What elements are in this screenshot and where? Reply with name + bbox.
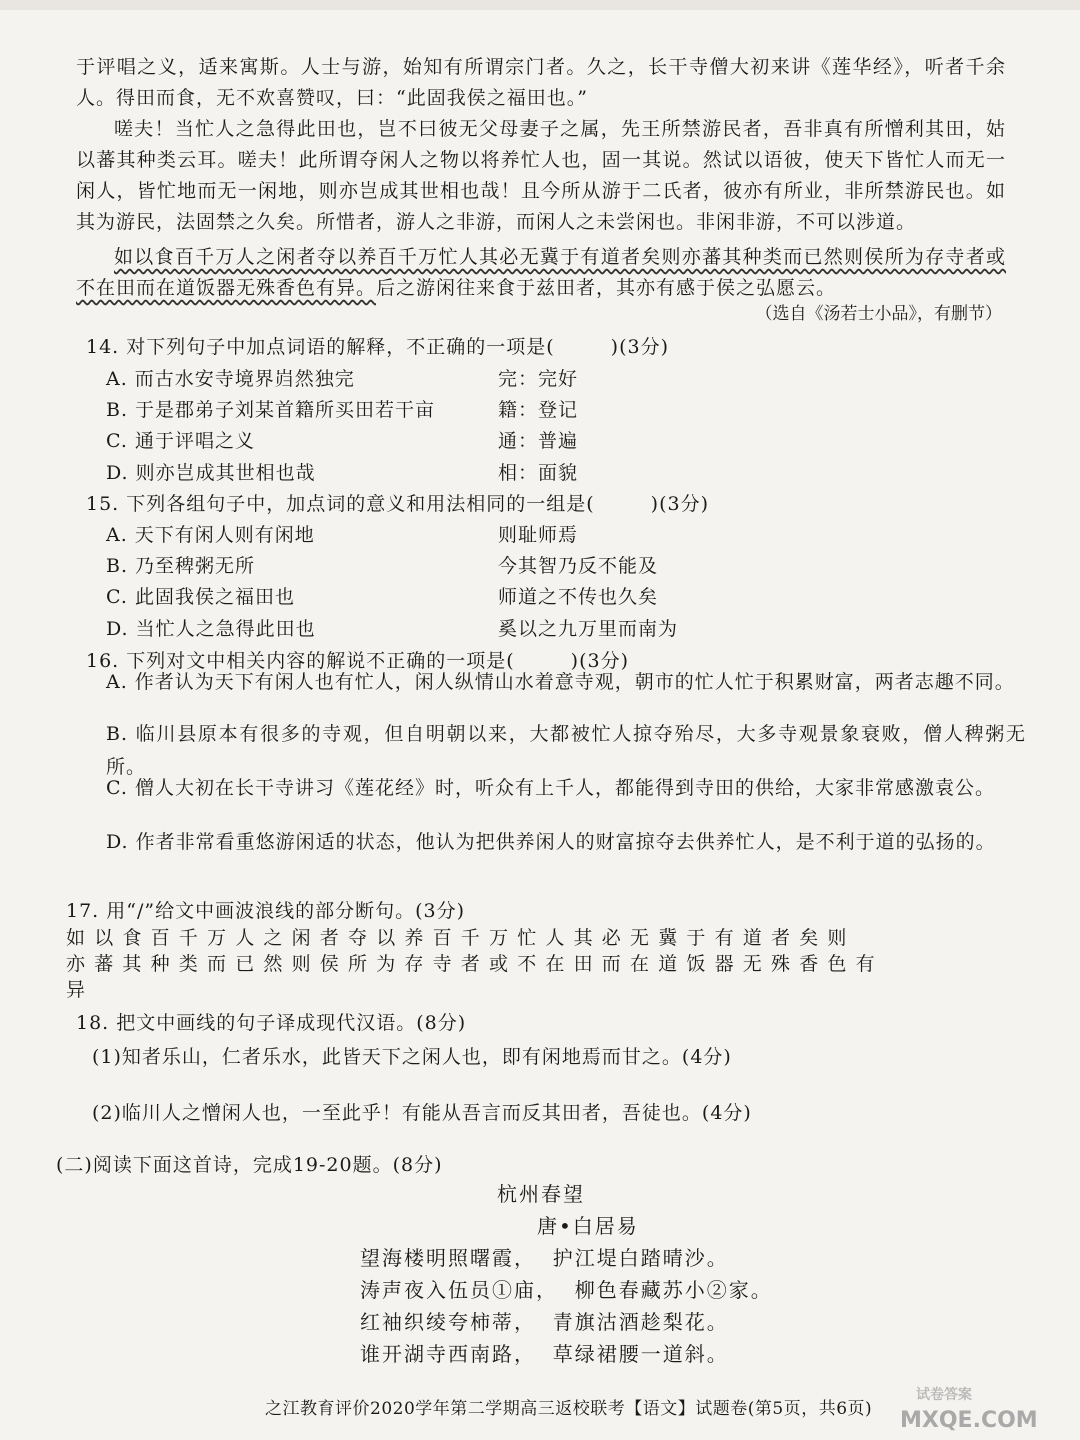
q15-option-d: D. 当忙人之急得此田也 [106,618,316,640]
passage-paragraph-3-rest: 后之游闲往来食于兹田者，其亦有感于侯之弘愿云。 [376,277,837,299]
q15-pair-c: 师道之不传也久矣 [498,586,659,608]
question-15-stem: 15. 下列各组句子中，加点词的意义和用法相同的一组是( )(3分) [86,493,709,515]
page-footer: 之江教育评价2020学年第二学期高三返校联考【语文】试题卷(第5页，共6页) [265,1399,873,1419]
question-17-stem: 17. 用“/”给文中画波浪线的部分断句。(3分) [66,900,465,922]
q15-option-a: A. 天下有闲人则有闲地 [106,524,315,546]
poem-author: 唐•白居易 [537,1214,639,1238]
q17-text-line-1: 如以食百千万人之闲者夺以养百千万忙人其必无冀于有道者矣则 [66,927,856,949]
watermark-logo [900,1384,1050,1434]
q14-option-d: D. 则亦岂成其世相也哉 [106,462,316,484]
question-18-stem: 18. 把文中画线的句子译成现代汉语。(8分) [76,1012,467,1034]
q15-option-c: C. 此固我侯之福田也 [106,586,295,608]
passage-source: （选自《汤若士小品》，有删节） [755,304,1002,324]
q18-sentence-1: (1)知者乐山，仁者乐水，此皆天下之闲人也，即有闲地焉而甘之。(4分) [92,1046,732,1068]
watermark-text-domain: MXQE.COM [900,1408,1038,1433]
q17-text-line-3: 异 [66,979,95,1001]
q15-pair-d: 奚以之九万里而南为 [498,618,679,640]
q14-option-a: A. 而古水安寺境界岿然独完 [106,368,355,390]
q18-sentence-2: (2)临川人之憎闲人也，一至此乎！有能从吾言而反其田者，吾徒也。(4分) [92,1102,752,1124]
section-2-heading: (二)阅读下面这首诗，完成19-20题。(8分) [56,1154,443,1176]
poem-line-1: 望海楼明照曙霞， 护江堤白踏晴沙。 [360,1246,729,1270]
passage-paragraph-3 [76,242,1006,304]
q14-gloss-a: 完：完好 [498,368,579,390]
watermark-text-cn: 试卷答案 [916,1387,972,1403]
q14-option-c: C. 通于评唱之义 [106,430,255,452]
poem-line-2: 涛声夜入伍员①庙， 柳色春藏苏小②家。 [360,1278,773,1302]
q16-option-a: A. 作者认为天下有闲人也有忙人，闲人纵情山水着意寺观，朝市的忙人忙于积累财富，两者志趣不同。 [106,671,1015,693]
wavy-underlined-text: 如以食百千万人之闲者夺以养百千万忙人其必无冀于有道者矣则亦蕃其种类而已然则侯所为存寺者或不在田而在道饭器无殊香色有异。 [76,246,1006,299]
q15-option-b: B. 乃至稗粥无所 [106,555,256,577]
q16-option-c: C. 僧人大初在长干寺讲习《莲花经》时，听众有上千人，都能得到寺田的供给，大家非常感激袁公。 [106,777,995,799]
q15-pair-a: 则耻师焉 [498,524,579,546]
passage-paragraph-2: 嗟夫！当忙人之急得此田也，岂不曰彼无父母妻子之属，先王所禁游民者，吾非真有所憎利其田，姑以蕃其种类云耳。嗟夫！此所谓夺闲人之物以将养忙人也，固一其说。然试以语彼，使天下皆忙人而无一闲人，皆忙地而无一闲地，则亦岂成其世相也哉！且今所从游于二氏者，彼亦有所业，非所禁游民也。如其为游民，法固禁之久矣。所惜者，游人之非游，而闲人之未尝闲也。非闲非游，不可以涉道。 [76,118,1006,233]
passage-paragraph-1: 于评唱之义，适来寓斯。人士与游，始知有所谓宗门者。久之，长干寺僧大初来讲《莲华经》，听者千余人。得田而食，无不欢喜赞叹，曰：“此固我侯之福田也。” [76,56,1006,109]
q16-option-d: D. 作者非常看重悠游闲适的状态，他认为把供养闲人的财富掠夺去供养忙人，是不利于道的弘扬的。 [106,831,996,853]
q14-gloss-d: 相：面貌 [498,462,579,484]
q14-option-b: B. 于是郡弟子刘某首籍所买田若干亩 [106,399,436,421]
poem-line-4: 谁开湖寺西南路， 草绿裙腰一道斜。 [360,1342,729,1366]
poem-title: 杭州春望 [497,1182,585,1206]
q14-gloss-b: 籍：登记 [498,399,579,421]
q16-option-b: B. 临川县原本有很多的寺观，但自明朝以来，大都被忙人掠夺殆尽，大多寺观景象衰败，僧人稗粥无所。 [106,723,1026,778]
question-16-stem: 16. 下列对文中相关内容的解说不正确的一项是( )(3分) [86,650,629,672]
poem-line-3: 红袖织绫夸柿蒂， 青旗沽酒趁梨花。 [360,1310,729,1334]
q14-gloss-c: 通：普遍 [498,430,579,452]
question-14-stem: 14. 对下列句子中加点词语的解释，不正确的一项是( )(3分) [86,336,669,358]
q15-pair-b: 今其智乃反不能及 [498,555,659,577]
scan-top-edge [0,0,1080,10]
q17-text-line-2: 亦蕃其种类而已然则侯所为存寺者或不在田而在道饭器无殊香色有 [66,953,884,975]
